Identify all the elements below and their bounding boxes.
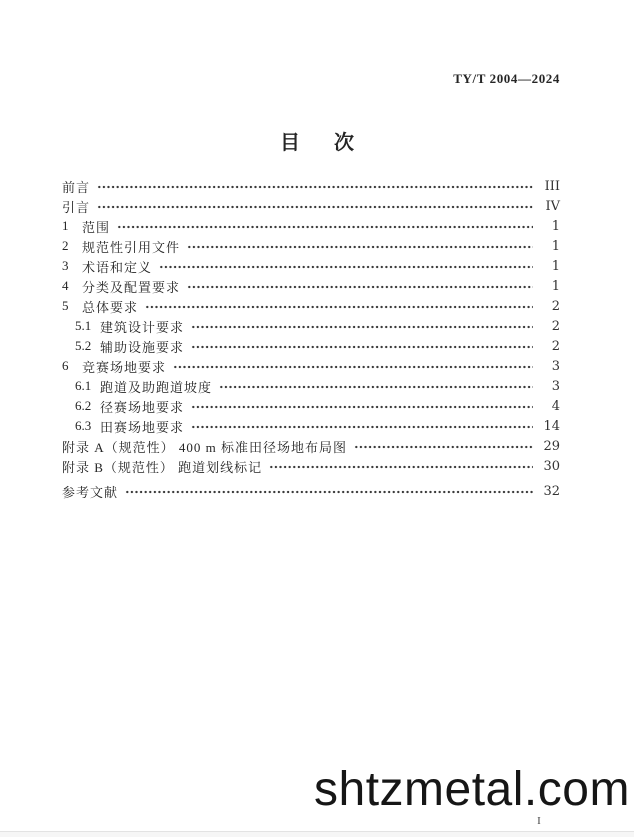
footer-page-number: I [537, 815, 541, 827]
page-bottom-edge [0, 831, 634, 837]
toc-entry-page: 30 [543, 458, 560, 474]
toc-entry-number: 5 [62, 298, 69, 313]
toc-dot-leader [191, 324, 533, 330]
toc-entry-label: 跑道及助跑道坡度 [100, 379, 213, 395]
toc-entry-number: 5.1 [75, 318, 92, 333]
toc-entry-page: 4 [551, 398, 560, 414]
toc-entry-page: 1 [551, 218, 560, 234]
toc-entry-page: 3 [551, 358, 560, 374]
toc-entry-page: III [544, 178, 560, 194]
toc-entry [62, 456, 560, 476]
toc-entry-label: 附录 A（规范性） 400 m 标准田径场地布局图 [62, 439, 348, 455]
toc-dot-leader [191, 404, 533, 410]
toc-entry-label: 竞赛场地要求 [82, 359, 167, 375]
watermark: shtzmetal.com [314, 763, 630, 816]
toc-entry-label: 前言 [62, 179, 91, 195]
toc-entry [62, 296, 560, 316]
toc-entry-page: 29 [543, 438, 560, 454]
toc-list [62, 176, 560, 501]
toc-entry [75, 316, 560, 336]
toc-entry-page: 3 [551, 378, 560, 394]
toc-entry-label: 田赛场地要求 [100, 419, 185, 435]
toc-entry [62, 356, 560, 376]
toc-entry [62, 276, 560, 296]
toc-entry-page: IV [545, 198, 560, 214]
toc-dot-leader [187, 284, 533, 290]
toc-entry-page: 14 [543, 418, 560, 434]
toc-entry-label: 附录 B（规范性） 跑道划线标记 [62, 459, 263, 475]
toc-entry [62, 236, 560, 256]
toc-entry-page: 1 [551, 278, 560, 294]
toc-entry-number: 5.2 [75, 338, 92, 353]
toc-entry-label: 辅助设施要求 [100, 339, 185, 355]
toc-entry-label: 范围 [82, 219, 111, 235]
toc-entry [75, 336, 560, 356]
toc-dot-leader [125, 489, 533, 495]
toc-entry-page: 32 [543, 483, 560, 499]
toc-entry-number: 2 [62, 238, 69, 253]
toc-dot-leader [354, 444, 533, 450]
toc-entry [62, 176, 560, 196]
toc-entry-label: 建筑设计要求 [100, 319, 185, 335]
toc-entry-page: 2 [551, 298, 560, 314]
toc-entry-page: 1 [551, 238, 560, 254]
toc-entry-number: 6.1 [75, 378, 92, 393]
toc-entry-label: 术语和定义 [82, 259, 153, 275]
toc-entry [75, 416, 560, 436]
toc-entry-label: 径赛场地要求 [100, 399, 185, 415]
toc-entry-page: 2 [551, 318, 560, 334]
toc-entry [75, 376, 560, 396]
toc-dot-leader [191, 424, 533, 430]
toc-entry-page: 1 [551, 258, 560, 274]
toc-dot-leader [97, 204, 533, 210]
toc-dot-leader [219, 384, 533, 390]
toc-dot-leader [269, 464, 533, 470]
standard-number: TY/T 2004—2024 [453, 71, 560, 86]
toc-entry-label: 参考文献 [62, 484, 119, 500]
toc-dot-leader [173, 364, 533, 370]
toc-dot-leader [159, 264, 533, 270]
toc-entry-number: 3 [62, 258, 69, 273]
toc-entry-page: 2 [551, 338, 560, 354]
page-title-text: 目次 [280, 132, 388, 154]
toc-dot-leader [117, 224, 533, 230]
toc-entry-label: 规范性引用文件 [82, 239, 181, 255]
toc-entry [62, 436, 560, 456]
toc-dot-leader [97, 184, 533, 190]
toc-entry-number: 4 [62, 278, 69, 293]
toc-entry-number: 6 [62, 358, 69, 373]
toc-entry [62, 481, 560, 501]
toc-entry [75, 396, 560, 416]
toc-entry-number: 1 [62, 218, 69, 233]
toc-entry-number: 6.2 [75, 398, 92, 413]
toc-dot-leader [191, 344, 533, 350]
toc-entry-number: 6.3 [75, 418, 92, 433]
toc-dot-leader [145, 304, 533, 310]
toc-entry-label: 分类及配置要求 [82, 279, 181, 295]
toc-entry [62, 216, 560, 236]
toc-entry-label: 总体要求 [82, 299, 139, 315]
toc-dot-leader [187, 244, 533, 250]
toc-entry [62, 196, 560, 216]
page-title [0, 126, 634, 155]
toc-entry-label: 引言 [62, 199, 91, 215]
toc-entry [62, 256, 560, 276]
